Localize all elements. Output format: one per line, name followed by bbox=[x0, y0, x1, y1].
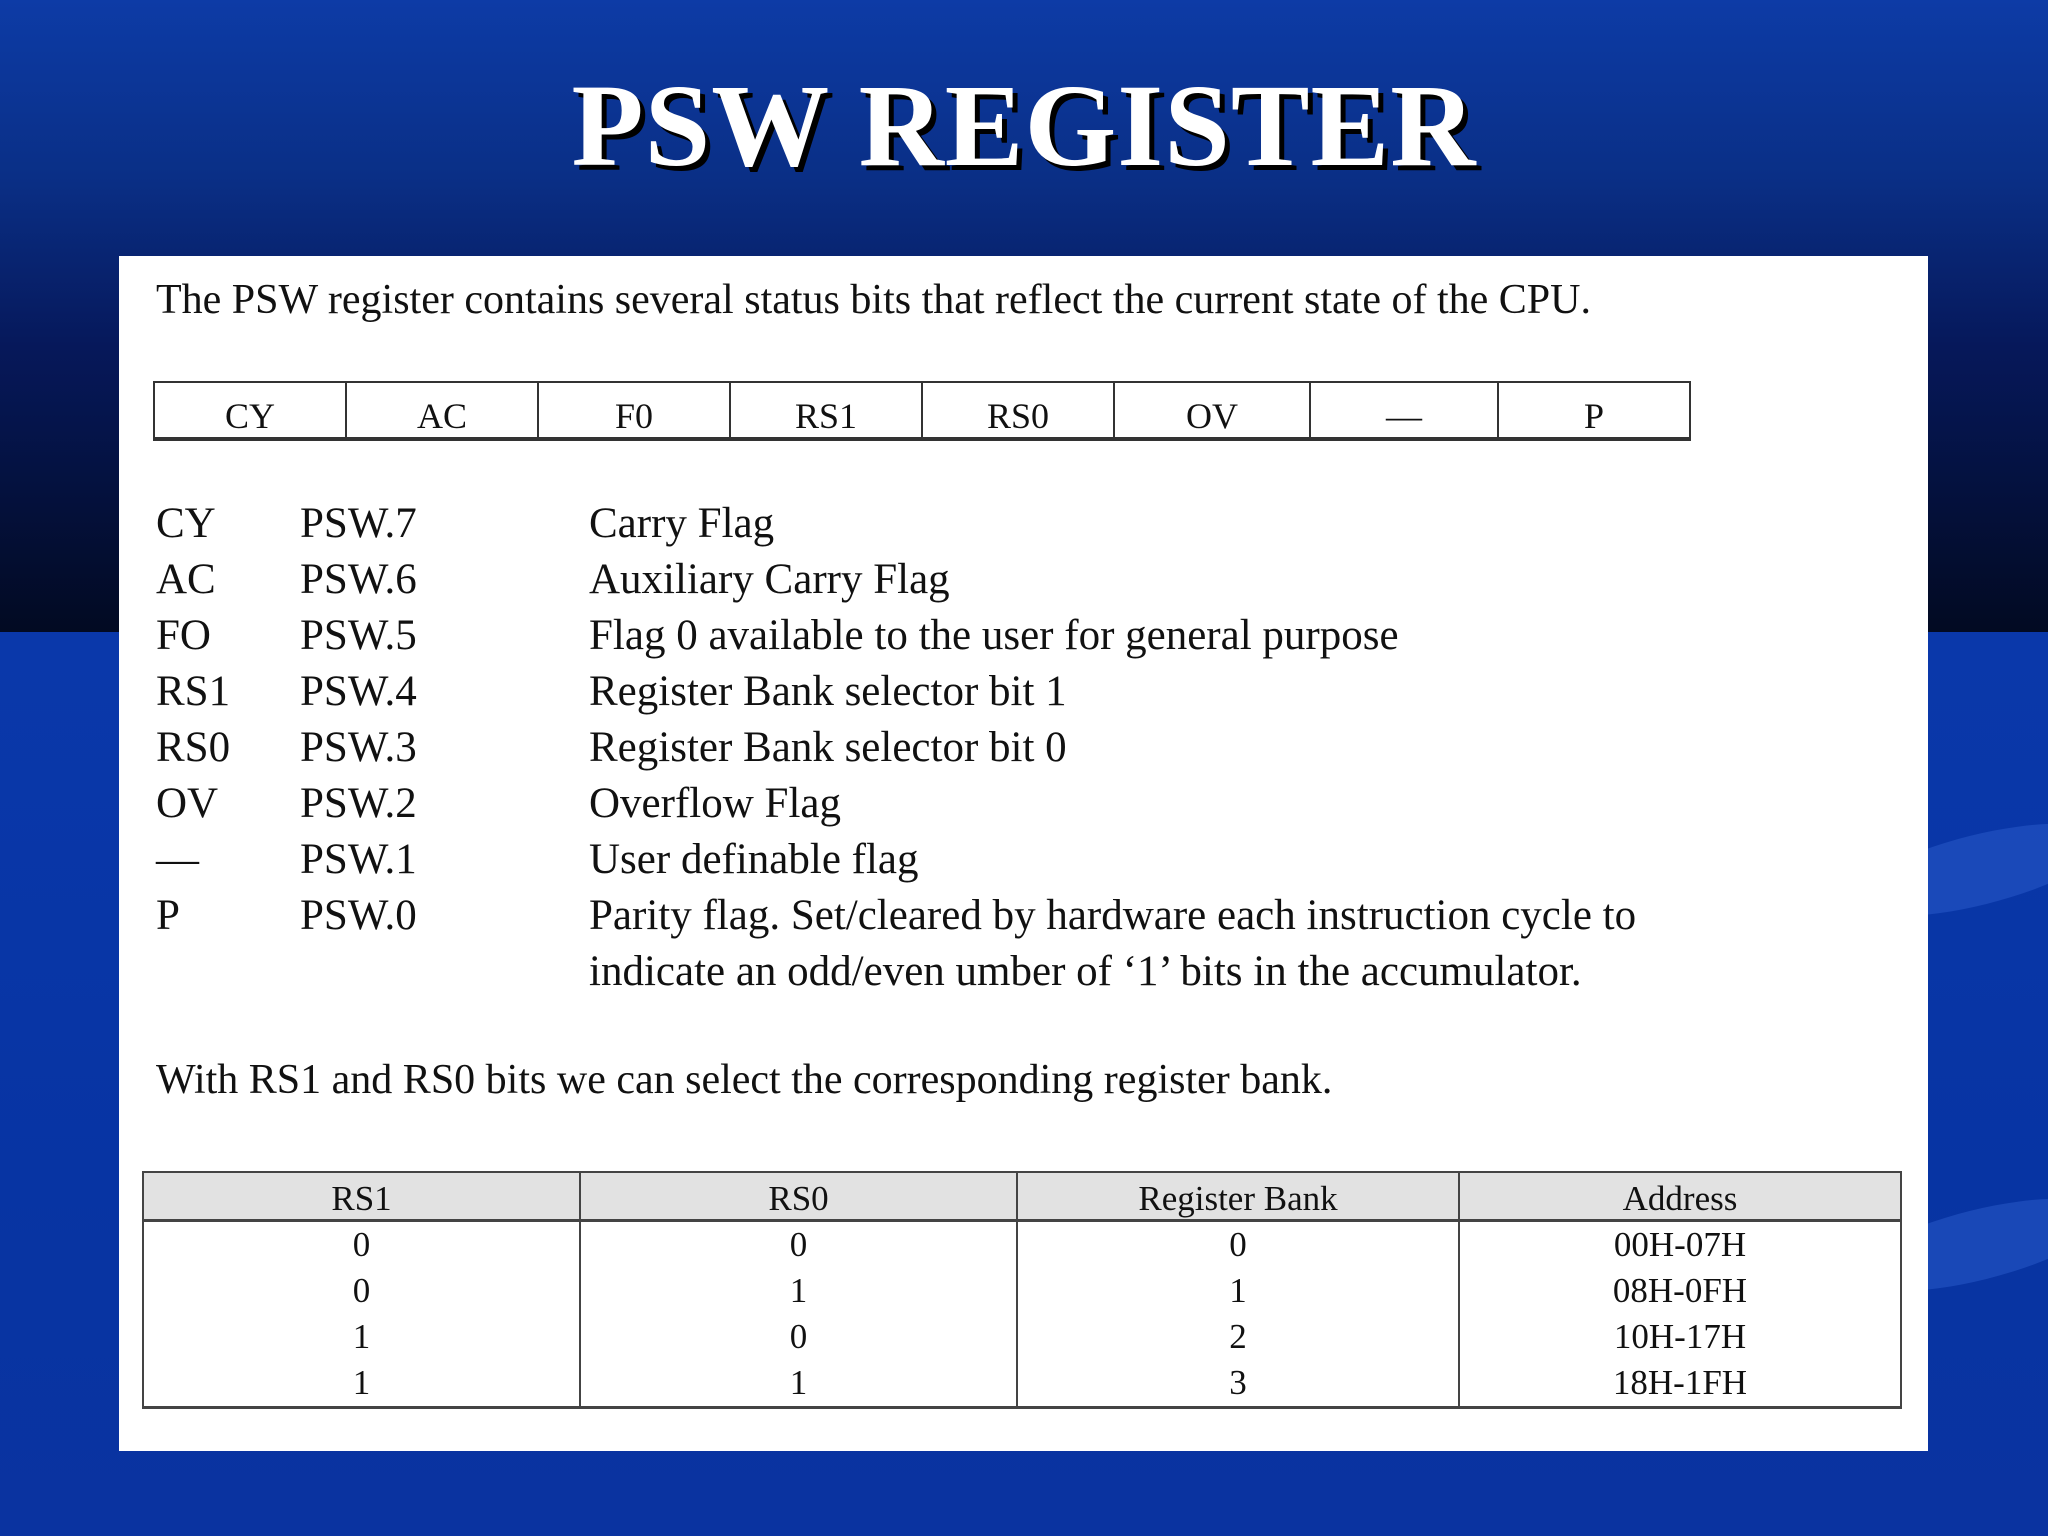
bit-layout-cell: RS0 bbox=[922, 382, 1114, 439]
bit-name: CY bbox=[156, 500, 216, 547]
bit-description: Auxiliary Carry Flag bbox=[589, 556, 950, 603]
table-cell: 08H-0FH bbox=[1459, 1268, 1901, 1314]
column-header: Address bbox=[1459, 1172, 1901, 1221]
bit-position: PSW.0 bbox=[300, 892, 417, 939]
table-cell: 0 bbox=[580, 1314, 1017, 1360]
bit-position: PSW.4 bbox=[300, 668, 417, 715]
bit-layout-cell: P bbox=[1498, 382, 1690, 439]
bit-description: Flag 0 available to the user for general purpose bbox=[589, 612, 1399, 659]
table-cell: 18H-1FH bbox=[1459, 1360, 1901, 1408]
bit-name: RS1 bbox=[156, 668, 231, 715]
bit-name: — bbox=[156, 836, 199, 883]
bit-description: Register Bank selector bit 1 bbox=[589, 668, 1067, 715]
table-cell: 3 bbox=[1017, 1360, 1459, 1408]
intro-text: The PSW register contains several status bits that reflect the current state of the CPU. bbox=[156, 277, 1591, 323]
table-cell: 0 bbox=[143, 1268, 580, 1314]
slide-title: PSW REGISTER bbox=[571, 60, 1477, 191]
column-header: RS1 bbox=[143, 1172, 580, 1221]
content-panel bbox=[119, 256, 1928, 1451]
table-cell: 0 bbox=[1017, 1221, 1459, 1269]
table-cell: 0 bbox=[143, 1221, 580, 1269]
bit-description: Register Bank selector bit 0 bbox=[589, 724, 1067, 771]
table-cell: 1 bbox=[143, 1314, 580, 1360]
outro-text: With RS1 and RS0 bits we can select the corresponding register bank. bbox=[156, 1057, 1333, 1103]
table-cell: 1 bbox=[143, 1360, 580, 1408]
table-row bbox=[143, 1360, 1901, 1408]
bit-description-continued: indicate an odd/even umber of ‘1’ bits in the accumulator. bbox=[589, 948, 1582, 995]
bit-position: PSW.5 bbox=[300, 612, 417, 659]
bit-position: PSW.3 bbox=[300, 724, 417, 771]
bit-layout-cell: F0 bbox=[538, 382, 730, 439]
bit-description: Overflow Flag bbox=[589, 780, 841, 827]
bit-position: PSW.2 bbox=[300, 780, 417, 827]
bit-name: AC bbox=[156, 556, 216, 603]
bit-layout-cell: RS1 bbox=[730, 382, 922, 439]
bit-description: Carry Flag bbox=[589, 500, 775, 547]
table-cell: 00H-07H bbox=[1459, 1221, 1901, 1269]
table-row bbox=[143, 1221, 1901, 1269]
psw-bit-layout-table bbox=[153, 381, 1691, 441]
bit-layout-cell: CY bbox=[154, 382, 346, 439]
bit-layout-cell: OV bbox=[1114, 382, 1310, 439]
table-header-row bbox=[143, 1172, 1901, 1221]
bit-name: FO bbox=[156, 612, 211, 659]
table-cell: 10H-17H bbox=[1459, 1314, 1901, 1360]
table-cell: 1 bbox=[1017, 1268, 1459, 1314]
table-row bbox=[143, 1268, 1901, 1314]
table-cell: 0 bbox=[580, 1221, 1017, 1269]
bit-name: P bbox=[156, 892, 180, 939]
register-bank-table bbox=[142, 1171, 1902, 1409]
column-header: Register Bank bbox=[1017, 1172, 1459, 1221]
bit-name: OV bbox=[156, 780, 219, 827]
bit-name: RS0 bbox=[156, 724, 231, 771]
bit-layout-cell: — bbox=[1310, 382, 1498, 439]
table-row bbox=[143, 1314, 1901, 1360]
table-cell: 1 bbox=[580, 1268, 1017, 1314]
table-cell: 2 bbox=[1017, 1314, 1459, 1360]
column-header: RS0 bbox=[580, 1172, 1017, 1221]
bit-description: User definable flag bbox=[589, 836, 919, 883]
table-cell: 1 bbox=[580, 1360, 1017, 1408]
bit-position: PSW.7 bbox=[300, 500, 417, 547]
bit-layout-cell: AC bbox=[346, 382, 538, 439]
bit-position: PSW.6 bbox=[300, 556, 417, 603]
bit-description: Parity flag. Set/cleared by hardware each instruction cycle to bbox=[589, 892, 1637, 939]
bit-position: PSW.1 bbox=[300, 836, 417, 883]
